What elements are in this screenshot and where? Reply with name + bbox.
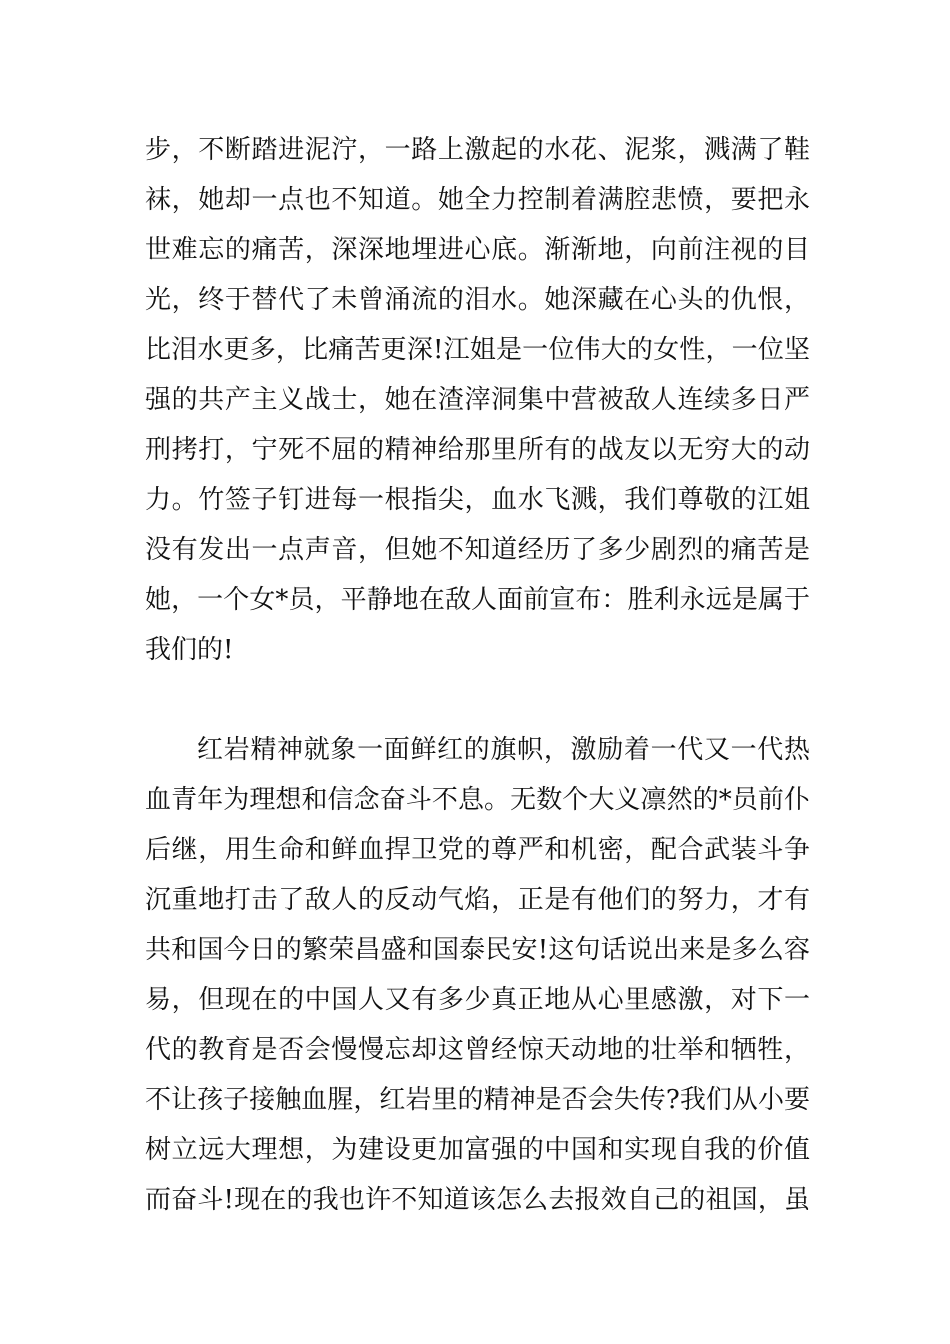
text-line: 红岩精神就象一面鲜红的旗帜，激励着一代又一代热 bbox=[197, 735, 810, 765]
text-line: 比泪水更多，比痛苦更深!江姐是一位伟大的女性，一位坚 bbox=[145, 335, 810, 365]
text-line: 世难忘的痛苦，深深地埋进心底。渐渐地，向前注视的目 bbox=[145, 235, 810, 265]
text-line: 而奋斗!现在的我也许不知道该怎么去报效自己的祖国，虽 bbox=[145, 1185, 810, 1215]
text-line: 血青年为理想和信念奋斗不息。无数个大义凛然的*员前仆 bbox=[145, 785, 810, 815]
text-line: 刑拷打，宁死不屈的精神给那里所有的战友以无穷大的动 bbox=[145, 435, 810, 465]
text-line: 力。竹签子钉进每一根指尖，血水飞溅，我们尊敬的江姐 bbox=[145, 485, 810, 515]
text-line: 代的教育是否会慢慢忘却这曾经惊天动地的壮举和牺牲， bbox=[145, 1035, 810, 1065]
text-line: 易，但现在的中国人又有多少真正地从心里感激，对下一 bbox=[145, 985, 810, 1015]
text-line: 她，一个女*员，平静地在敌人面前宣布：胜利永远是属于 bbox=[145, 585, 810, 615]
text-line: 袜，她却一点也不知道。她全力控制着满腔悲愤，要把永 bbox=[145, 185, 810, 215]
text-line: 我们的! bbox=[145, 635, 234, 665]
text-line: 光，终于替代了未曾涌流的泪水。她深藏在心头的仇恨， bbox=[145, 285, 810, 315]
text-line: 共和国今日的繁荣昌盛和国泰民安!这句话说出来是多么容 bbox=[145, 935, 810, 965]
text-line: 树立远大理想，为建设更加富强的中国和实现自我的价值 bbox=[145, 1135, 810, 1165]
text-line: 步，不断踏进泥泞，一路上激起的水花、泥浆，溅满了鞋 bbox=[145, 135, 810, 165]
text-line: 不让孩子接触血腥，红岩里的精神是否会失传?我们从小要 bbox=[145, 1085, 810, 1115]
text-line: 强的共产主义战士，她在渣滓洞集中营被敌人连续多日严 bbox=[145, 385, 810, 415]
text-line: 后继，用生命和鲜血捍卫党的尊严和机密，配合武装斗争 bbox=[145, 835, 810, 865]
text-line: 沉重地打击了敌人的反动气焰，正是有他们的努力，才有 bbox=[145, 885, 810, 915]
text-line: 没有发出一点声音，但她不知道经历了多少剧烈的痛苦是 bbox=[145, 535, 810, 565]
